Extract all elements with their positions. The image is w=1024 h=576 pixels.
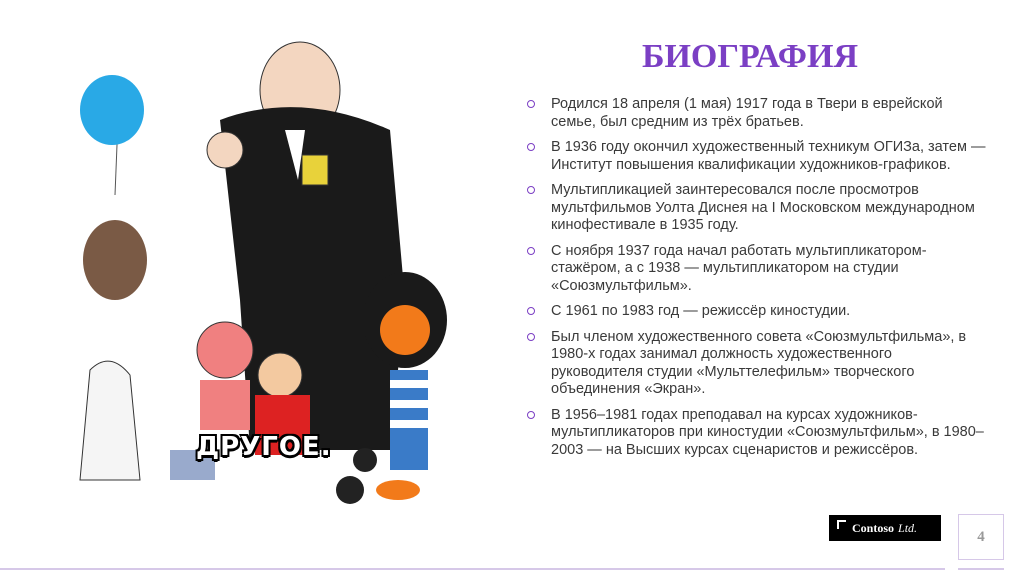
list-item: Был членом художественного совета «Союзмультфильма», в 1980-х годах занимал должность художественного руководителя студии «Мульттелефильм» творческого объединения «Экран». <box>527 329 987 399</box>
list-item: С ноября 1937 года начал работать мультипликатором-стажёром, а с 1938 — мультипликатором на студии «Союзмультфильм». <box>527 243 987 296</box>
list-item: В 1956–1981 годах преподавал на курсах художников-мультипликаторов при киностудии «Союзмультфильм», в 1980–2003 — на Высших курсах сценаристов и режиссёров. <box>527 407 987 460</box>
list-item: Мультипликацией заинтересовался после просмотров мультфильмов Уолта Диснея на I Московском международном кинофестивале в 1935 году. <box>527 182 987 235</box>
company-logo: Contoso Ltd. <box>829 515 941 541</box>
cartoon-illustration <box>60 30 455 540</box>
bullet-circle-icon <box>527 307 535 315</box>
list-item: Родился 18 апреля (1 мая) 1917 года в Твери в еврейской семье, был средним из трёх братьев. <box>527 96 987 131</box>
image-caption: ДРУГОЕ. <box>196 432 332 462</box>
biography-list <box>527 96 987 467</box>
footer-divider <box>958 568 1004 570</box>
bullet-circle-icon <box>527 411 535 419</box>
slide-title: БИОГРАФИЯ <box>641 38 859 75</box>
logo-corner-icon <box>837 520 846 529</box>
list-item: С 1961 по 1983 год — режиссёр киностудии. <box>527 303 987 321</box>
bullet-circle-icon <box>527 100 535 108</box>
bullet-circle-icon <box>527 186 535 194</box>
list-item: В 1936 году окончил художественный техникум ОГИЗа, затем — Институт повышения квалификации художников-графиков. <box>527 139 987 174</box>
bullet-circle-icon <box>527 143 535 151</box>
footer-divider <box>0 568 945 570</box>
bullet-circle-icon <box>527 333 535 341</box>
bullet-circle-icon <box>527 247 535 255</box>
page-number: 4 <box>958 514 1004 560</box>
